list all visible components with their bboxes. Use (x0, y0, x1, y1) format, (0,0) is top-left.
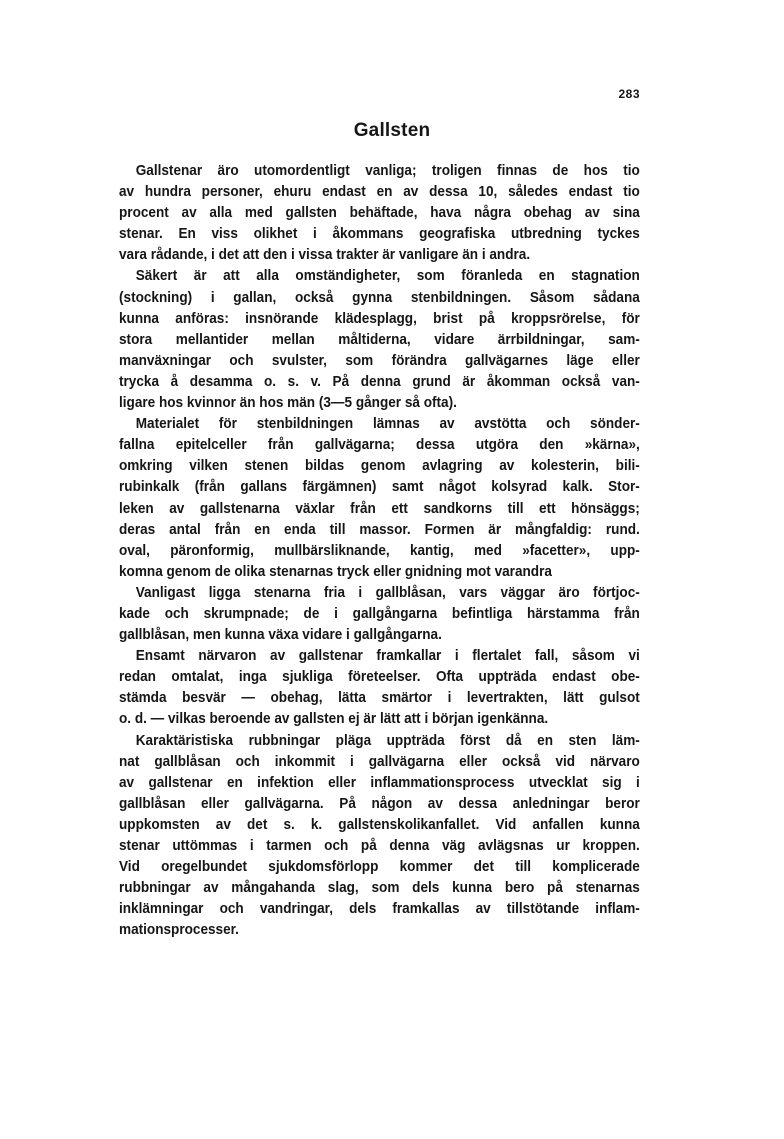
page-number: 283 (618, 87, 640, 101)
text-line: av gallstenar en infektion eller inflammationsprocess utvecklat sig i (119, 774, 640, 791)
text-line: gallblåsan eller gallvägarna. På någon av dessa anledningar beror (119, 795, 640, 812)
text-line: Säkert är att alla omständigheter, som föranleda en stagnation (135, 268, 640, 285)
text-line: vara rådande, i det att den i vissa trakter är vanligare än i andra. (119, 247, 531, 264)
text-line: deras antal från en enda till massor. Formen är mångfaldig: rund. (119, 521, 640, 538)
text-line: Materialet för stenbildningen lämnas av avstötta och sönder- (135, 416, 640, 433)
text-line: Gallstenar äro utomordentligt vanliga; troligen finnas de hos tio (135, 163, 640, 179)
text-line: kade och skrumpnade; de i gallgångarna befintliga härstamma från (119, 605, 640, 622)
text-line: (stockning) i gallan, också gynna stenbildningen. Såsom sådana (119, 289, 640, 306)
text-line: inklämningar och vandringar, dels framkallas av tillstötande inflam- (119, 901, 640, 918)
chapter-title: Gallsten (353, 120, 431, 141)
text-line: Ensamt närvaron av gallstenar framkallar i flertalet fall, såsom vi (135, 648, 640, 665)
text-line: mationsprocesser. (119, 922, 239, 939)
text-line: av hundra personer, ehuru endast en av dessa 10, således endast tio (119, 184, 640, 201)
text-line: leken av gallstenarna växlar från ett sandkorns till ett hönsäggs; (119, 500, 640, 517)
text-line: procent av alla med gallsten behäftade, hava några obehag av sina (119, 205, 640, 222)
text-line: kunna anföras: insnörande klädesplagg, brist på kroppsrörelse, för (119, 310, 640, 327)
text-line: Vid oregelbundet sjukdomsförlopp kommer det till komplicerade (119, 859, 640, 876)
text-line: uppkomsten av det s. k. gallstenskolikanfallet. Vid anfallen kunna (119, 816, 640, 833)
text-line: rubinkalk (från gallans färgämnen) samt något kolsyrad kalk. Stor- (119, 479, 640, 496)
text-line: trycka å desamma o. s. v. På denna grund är åkomman också van- (119, 373, 640, 390)
text-line: ligare hos kvinnor än hos män (3—5 gånger så ofta). (119, 395, 457, 412)
text-line: stenar uttömmas i tarmen och på denna väg avlägsnas ur kroppen. (119, 838, 640, 854)
body-text (119, 161, 640, 941)
text-line: stora mellantider mellan måltiderna, vidare ärrbildningar, sam- (119, 331, 640, 348)
text-line: oval, päronformig, mullbärsliknande, kantig, med »facetter», upp- (119, 542, 640, 559)
text-line: fallna epitelceller från gallvägarna; dessa utgöra den »kärna», (119, 437, 640, 454)
text-line: stenar. En viss olikhet i åkommans geografiska utbredning tyckes (119, 226, 640, 243)
text-line: manväxningar och svulster, som förändra gallvägarnes läge eller (119, 352, 640, 369)
text-line: redan omtalat, inga sjukliga företeelser. Ofta uppträda endast obe- (119, 669, 640, 686)
text-line: stämda besvär — obehag, lätta smärtor i levertrakten, lätt gulsot (119, 690, 640, 707)
text-line: komna genom de olika stenarnas tryck eller gnidning mot varandra (119, 563, 552, 580)
text-line: Karaktäristiska rubbningar pläga uppträda först då en sten läm- (135, 732, 640, 749)
text-line: rubbningar av mångahanda slag, som dels kunna bero på stenarnas (119, 880, 640, 897)
text-line: o. d. — vilkas beroende av gallsten ej är lätt att i början igenkänna. (119, 711, 549, 728)
text-line: gallblåsan, men kunna växa vidare i gallgångarna. (119, 627, 442, 644)
text-line: omkring vilken stenen bildas genom avlagring av kolesterin, bili- (119, 458, 640, 475)
text-line: Vanligast ligga stenarna fria i gallblåsan, vars väggar äro förtjoc- (135, 584, 640, 601)
text-line: nat gallblåsan och inkommit i gallvägarna eller också vid närvaro (119, 753, 640, 770)
